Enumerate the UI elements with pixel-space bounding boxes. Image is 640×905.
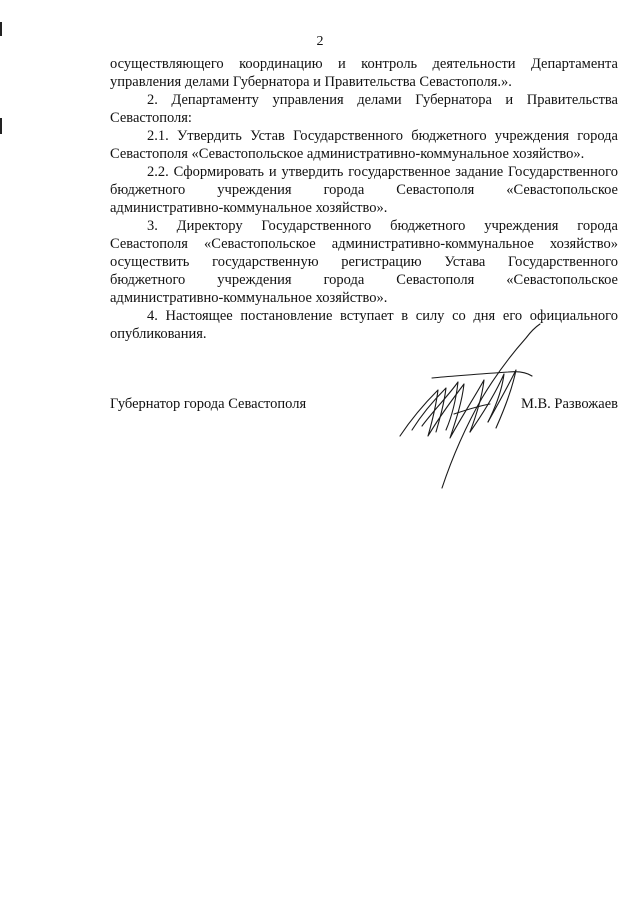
paragraph-item-2-1: 2.1. Утвердить Устав Государственного бюджетного учреждения города Севастополя «Севастопольское административно-коммунальное хозяйство». [110,128,618,162]
signatory-name: М.В. Развожаев [520,396,618,412]
paragraph-item-3: 3. Директору Государственного бюджетного учреждения города Севастополя «Севастопольское административно-коммунальное хозяйство» осуществить государственную регистрацию Устава Государственного бюджетного учреждения города Севастополя «Севастопольское административно-коммунальное хозяйство». [110,218,618,306]
paragraph-item-2-2: 2.2. Сформировать и утвердить государственное задание Государственного бюджетного учреждения города Севастополя «Севастопольское административно-коммунальное хозяйство». [110,164,618,216]
handwritten-signature [392,318,542,490]
page-number: 2 [316,34,324,49]
paragraph-item-2: 2. Департаменту управления делами Губернатора и Правительства Севастополя: [110,92,618,126]
paragraph-item-4: 4. Настоящее постановление вступает в силу со дня его официального опубликования. [110,308,618,342]
document-body [110,55,618,343]
scan-edge-mark [0,118,2,134]
paragraph-continuation: осуществляющего координацию и контроль деятельности Департамента управления делами Губернатора и Правительства Севастополя.». [110,56,618,90]
signatory-title: Губернатор города Севастополя [110,396,307,412]
